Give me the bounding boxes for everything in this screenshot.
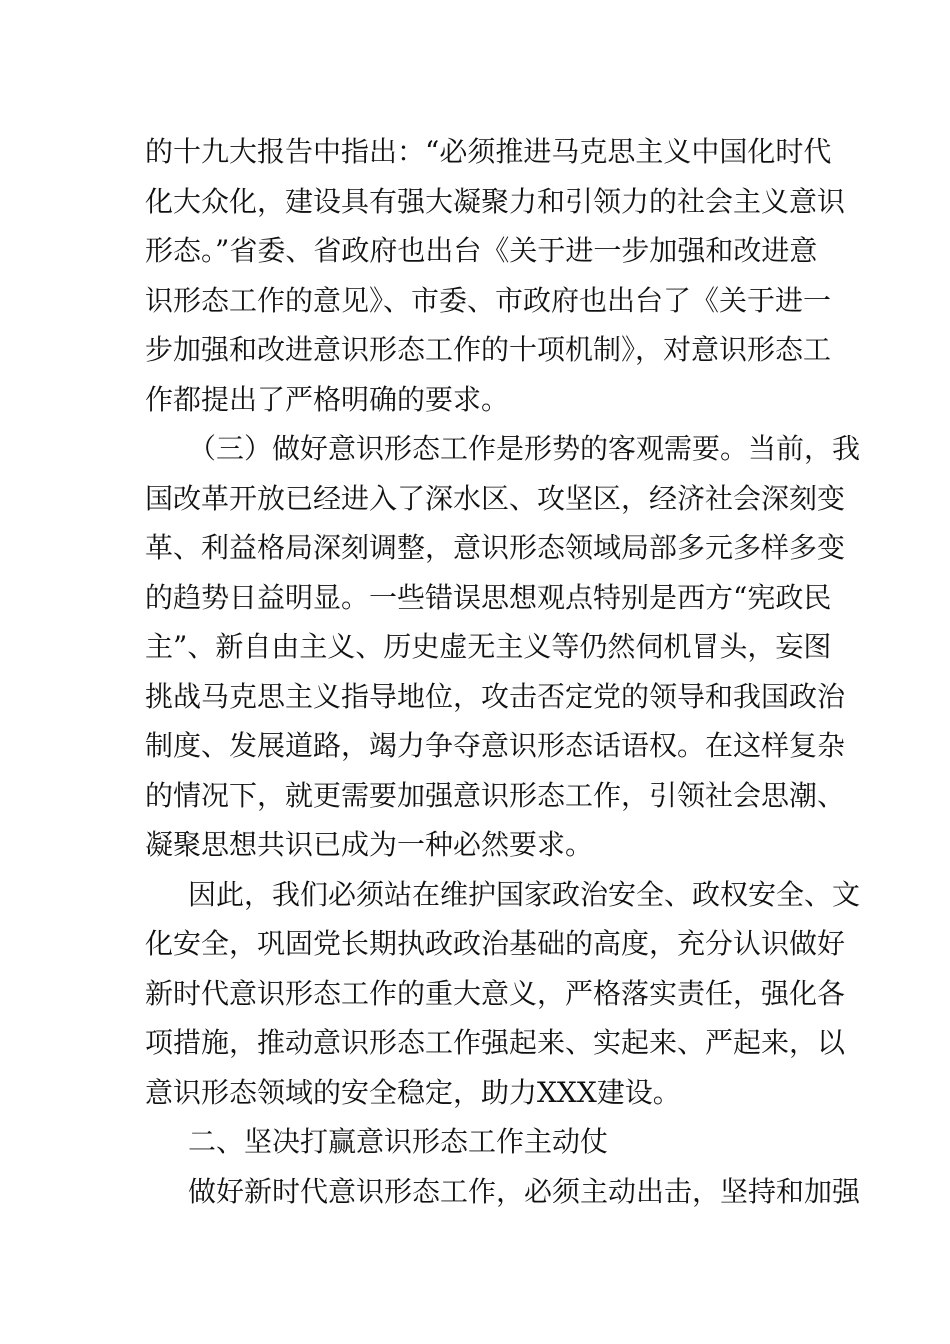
text-line: 步加强和改进意识形态工作的十项机制》，对意识形态工 — [145, 333, 832, 366]
text-line: 的趋势日益明显。一些错误思想观点特别是西方“宪政民 — [145, 581, 832, 614]
text-line: 意识形态领域的安全稳定，助力XXX建设。 — [145, 1076, 681, 1109]
text-line: 化安全，巩固党长期执政政治基础的高度，充分认识做好 — [145, 927, 846, 960]
text-line: 制度、发展道路，竭力争夺意识形态话语权。在这样复杂 — [145, 729, 846, 762]
text-line: 革、利益格局深刻调整，意识形态领域局部多元多样多变 — [145, 531, 846, 564]
section-heading: 二、坚决打赢意识形态工作主动仗 — [188, 1125, 609, 1158]
text-line: 的情况下，就更需要加强意识形态工作，引领社会思潮、 — [145, 779, 846, 812]
text-line: 凝聚思想共识已成为一种必然要求。 — [145, 828, 594, 861]
text-line: 因此，我们必须站在维护国家政治安全、政权安全、文 — [188, 878, 861, 911]
text-line: 形态。”省委、省政府也出台《关于进一步加强和改进意 — [145, 234, 818, 267]
text-line: 项措施，推动意识形态工作强起来、实起来、严起来，以 — [145, 1026, 846, 1059]
text-line: 挑战马克思主义指导地位，攻击否定党的领导和我国政治 — [145, 680, 846, 713]
text-line: 做好新时代意识形态工作，必须主动出击，坚持和加强 — [188, 1175, 861, 1208]
text-line: 作都提出了严格明确的要求。 — [145, 383, 510, 416]
text-line: 新时代意识形态工作的重大意义，严格落实责任，强化各 — [145, 977, 846, 1010]
paragraph-heading-line: （三）做好意识形态工作是形势的客观需要。当前，我 — [188, 432, 861, 465]
text-line: 化大众化，建设具有强大凝聚力和引领力的社会主义意识 — [145, 185, 846, 218]
text-line: 国改革开放已经进入了深水区、攻坚区，经济社会深刻变 — [145, 482, 846, 515]
text-line: 的十九大报告中指出：“必须推进马克思主义中国化时代 — [145, 135, 832, 168]
text-line: 识形态工作的意见》、市委、市政府也出台了《关于进一 — [145, 284, 832, 317]
text-line: 主”、新自由主义、历史虚无主义等仍然伺机冒头，妄图 — [145, 630, 832, 663]
